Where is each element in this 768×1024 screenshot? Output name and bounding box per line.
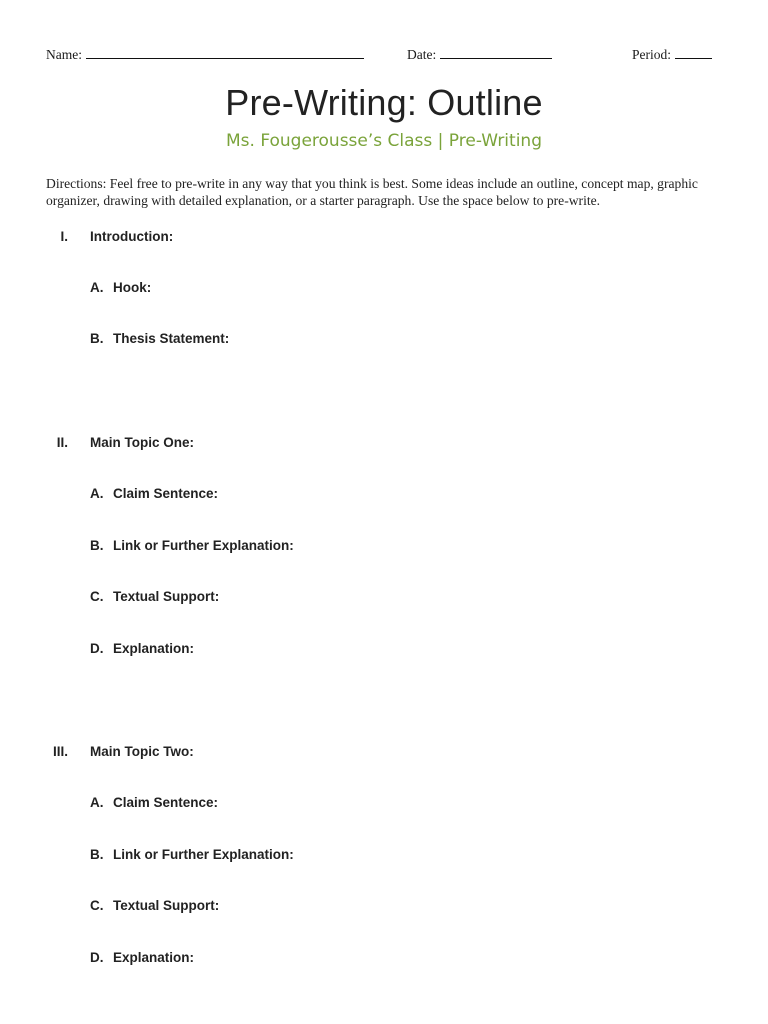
item-letter: D. [90, 641, 104, 656]
page-subtitle: Ms. Fougerousse’s Class | Pre-Writing [225, 131, 542, 151]
item-label: Thesis Statement: [113, 331, 230, 346]
item-letter: C. [90, 898, 104, 913]
section-heading-label: Main Topic Two: [90, 744, 194, 759]
item-label: Hook: [113, 280, 152, 295]
item-label: Claim Sentence: [113, 795, 219, 810]
item-letter: A. [90, 486, 104, 501]
date-blank-line[interactable] [440, 46, 552, 59]
date-label: Date: [407, 47, 437, 62]
name-label: Name: [46, 47, 82, 62]
outline-item-textual-support [90, 589, 219, 604]
item-label: Explanation: [113, 641, 195, 656]
period-field[interactable] [632, 46, 712, 63]
item-letter: B. [90, 847, 104, 862]
section-heading-label: Main Topic One: [90, 435, 194, 450]
period-blank-line[interactable] [675, 46, 712, 59]
name-field[interactable] [46, 46, 364, 63]
item-label: Claim Sentence: [113, 486, 219, 501]
outline-item-explanation [90, 641, 194, 656]
outline-item-link-explanation [90, 847, 294, 862]
page-title: Pre-Writing: Outline [225, 82, 543, 123]
outline-item-thesis-statement [90, 331, 229, 346]
item-letter: B. [90, 538, 104, 553]
outline-item-textual-support [90, 898, 219, 913]
date-field[interactable] [407, 46, 552, 63]
item-letter: B. [90, 331, 104, 346]
directions-text: Directions: Feel free to pre-write in any way that you think is best. Some ideas include an outline, concept map, graphic organizer, drawing with detailed explanation, or a starter paragraph. Use the space below to pre-write. [46, 176, 698, 208]
item-label: Textual Support: [113, 898, 220, 913]
item-label: Explanation: [113, 950, 195, 965]
roman-numeral: II. [56, 435, 68, 450]
item-letter: A. [90, 795, 104, 810]
item-label: Link or Further Explanation: [113, 538, 294, 553]
roman-numeral: III. [52, 744, 68, 759]
item-label: Link or Further Explanation: [113, 847, 294, 862]
outline-item-explanation [90, 950, 194, 965]
roman-numeral: I. [60, 229, 68, 244]
name-blank-line[interactable] [86, 46, 364, 59]
section-heading-label: Introduction: [90, 229, 174, 244]
item-letter: A. [90, 280, 104, 295]
outline-item-claim-sentence [90, 486, 218, 501]
item-letter: C. [90, 589, 104, 604]
period-label: Period: [632, 47, 671, 62]
item-letter: D. [90, 950, 104, 965]
outline-item-link-explanation [90, 538, 294, 553]
item-label: Textual Support: [113, 589, 220, 604]
outline-item-claim-sentence [90, 795, 218, 810]
outline-item-hook [90, 280, 151, 295]
